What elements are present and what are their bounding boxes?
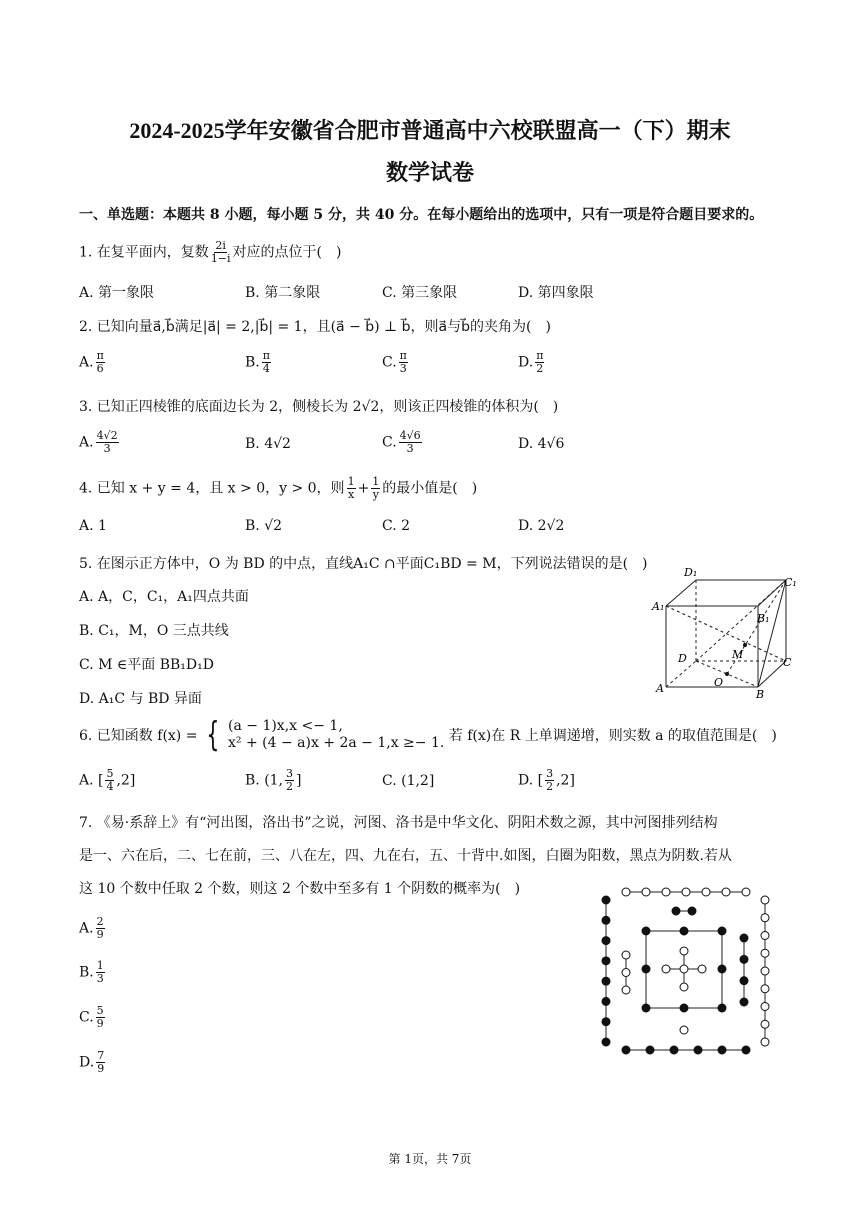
q2-a-label: A. [79, 354, 94, 371]
q5-option-d: D. A₁C 与 BD 异面 [79, 691, 202, 707]
question-7-line3: 这 10 个数中任取 2 个数，则这 2 个数中至多有 1 个阴数的概率为( ) [79, 881, 521, 897]
yin-dot-43 [718, 965, 726, 973]
yin-dot-46 [642, 1004, 650, 1012]
q4-plus: + [357, 480, 370, 497]
section-heading: 一、单选题：本题共 8 小题，每小题 5 分，共 40 分。在每小题给出的选项中，只有一项是符合题目要求的。 [79, 207, 764, 223]
yang-dot-29 [761, 932, 769, 940]
q5-option-b: B. C₁，M，O 三点共线 [79, 623, 229, 639]
q4-frac2-den: y [372, 488, 379, 501]
q2-option-c [382, 350, 410, 375]
yang-dot-51 [680, 947, 688, 955]
question-5: 5. 在图示正方体中，O 为 BD 的中点，直线A₁C ∩平面C₁BD = M，下列说法错误的是( ) [79, 556, 648, 572]
q7-d-den: 9 [97, 1062, 105, 1075]
q1-stem-post: 对应的点位于( ) [232, 244, 342, 261]
label-b: B [756, 688, 765, 701]
q6-d-num: 3 [546, 767, 554, 780]
q7-c-den: 9 [96, 1017, 104, 1030]
q7-option-a [79, 916, 107, 941]
q6-a-pre: A. [ [79, 772, 104, 789]
q3-c-label: C. [382, 434, 397, 451]
yin-dot-21 [602, 997, 610, 1005]
yang-dot-2 [662, 888, 670, 896]
q4-stem-pre: 4. 已知 x + y = 4，且 x > 0，y > 0，则 [79, 480, 345, 497]
q7-option-b [79, 960, 107, 985]
page-title: 2024-2025学年安徽省合肥市普通高中六校联盟高一（下）期末 [129, 118, 731, 143]
yang-dot-52 [680, 983, 688, 991]
label-a1: A₁ [652, 600, 665, 613]
yin-dot-10 [646, 1046, 654, 1054]
yang-dot-34 [761, 1020, 769, 1028]
q4-frac1-den: x [347, 488, 355, 501]
yin-dot-20 [602, 977, 610, 985]
q6-piecewise [228, 718, 444, 752]
question-4 [79, 476, 477, 501]
q7-d-label: D. [79, 1054, 95, 1071]
q7-option-d [79, 1050, 107, 1075]
yang-dot-0 [622, 888, 630, 896]
q7-a-label: A. [79, 920, 94, 937]
label-c: C [783, 656, 792, 669]
q2-a-num: π [96, 349, 104, 362]
yang-dot-28 [761, 914, 769, 922]
label-o: O [714, 676, 724, 689]
q1-frac-den: 1−i [210, 252, 231, 265]
point-o [725, 672, 729, 676]
yin-dot-17 [602, 916, 610, 924]
q4-option-b: B. √2 [245, 518, 283, 534]
q7-c-num: 5 [96, 1004, 104, 1017]
q6-a-den: 4 [106, 780, 114, 793]
yin-dot-45 [680, 1004, 688, 1012]
q6-case1: (a − 1)x,x <− 1, [228, 718, 343, 734]
hetu-diagram [596, 880, 781, 1060]
yin-dot-40 [642, 927, 650, 935]
q6-stem-pre: 6. 已知函数 f(x) = [79, 728, 198, 744]
q1-option-b: B. 第二象限 [245, 285, 321, 301]
q6-option-b [245, 768, 301, 793]
q4-option-c: C. 2 [382, 518, 411, 534]
yin-dot-23 [602, 1038, 610, 1046]
q2-a-den: 6 [96, 362, 104, 375]
yin-dot-39 [740, 998, 748, 1006]
yin-dot-13 [718, 1046, 726, 1054]
question-6 [79, 715, 777, 755]
q6-b-den: 2 [286, 780, 294, 793]
q7-b-num: 1 [96, 959, 104, 972]
yin-dot-18 [602, 937, 610, 945]
question-7-line1: 7. 《易·系辞上》有“河出图，洛出书”之说，河图、洛书是中华文化、阴阳术数之源，其中河图排列结构 [79, 815, 718, 831]
q3-a-label: A. [79, 434, 94, 451]
yang-dot-35 [761, 1038, 769, 1046]
yang-dot-33 [761, 1003, 769, 1011]
q4-stem-post: 的最小值是( ) [382, 480, 478, 497]
yang-dot-30 [761, 949, 769, 957]
q7-option-c [79, 1005, 107, 1030]
q3-a-den: 3 [103, 442, 111, 455]
question-1 [79, 240, 341, 265]
q6-stem-post: 若 f(x)在 R 上单调递增，则实数 a 的取值范围是( ) [448, 728, 777, 744]
label-m: M [732, 648, 744, 661]
q6-b-pre: B. (1, [245, 772, 284, 789]
q2-c-label: C. [382, 354, 397, 371]
yin-dot-19 [602, 957, 610, 965]
q4-frac1-num: 1 [347, 475, 355, 488]
yang-dot-50 [698, 965, 706, 973]
q2-c-num: π [399, 349, 407, 362]
q7-d-num: 7 [97, 1049, 105, 1062]
q4-option-d: D. 2√2 [518, 518, 565, 534]
yang-dot-27 [761, 896, 769, 904]
yin-dot-38 [740, 977, 748, 985]
q7-b-den: 3 [96, 972, 104, 985]
q3-option-b: B. 4√2 [245, 436, 291, 452]
q2-c-den: 3 [399, 362, 407, 375]
yin-dot-12 [694, 1046, 702, 1054]
yang-dot-4 [702, 888, 710, 896]
q6-option-a [79, 768, 135, 793]
q3-c-den: 3 [406, 442, 414, 455]
q6-b-post: ] [296, 772, 302, 789]
q6-piecewise-brace: { [206, 715, 220, 755]
yin-dot-8 [688, 907, 696, 915]
question-7-line2: 是一、六在后，二、七在前，三、八在左，四、九在右，五、十背中.如图，白圈为阳数，黑点为阴数.若从 [79, 848, 732, 864]
yang-dot-6 [742, 888, 750, 896]
yang-dot-3 [682, 888, 690, 896]
cube-figure [648, 562, 798, 702]
question-3: 3. 已知正四棱锥的底面边长为 2，侧棱长为 2√2，则该正四棱锥的体积为( ) [79, 399, 559, 415]
page-footer: 第 1页，共 7页 [388, 1152, 472, 1166]
yang-dot-25 [622, 969, 630, 977]
q1-fraction [211, 240, 231, 265]
yang-dot-32 [761, 985, 769, 993]
label-d: D [678, 652, 687, 665]
yin-dot-14 [742, 1046, 750, 1054]
yin-dot-36 [740, 934, 748, 942]
q6-a-post: ,2] [116, 772, 136, 789]
yin-dot-41 [680, 927, 688, 935]
q4-option-a: A. 1 [79, 518, 107, 534]
q7-b-label: B. [79, 964, 94, 981]
q6-option-d [518, 768, 575, 793]
q3-a-num: 4√2 [96, 429, 118, 442]
q2-b-den: 4 [262, 362, 270, 375]
label-c1: C₁ [784, 576, 797, 589]
yang-dot-15 [680, 1026, 688, 1034]
label-a: A [656, 682, 664, 695]
q7-a-den: 9 [96, 928, 104, 941]
yang-dot-5 [722, 888, 730, 896]
diag-b-c1 [758, 580, 786, 687]
q6-d-pre: D. [ [518, 772, 544, 789]
yin-dot-22 [602, 1018, 610, 1026]
yin-dot-9 [622, 1046, 630, 1054]
q7-a-num: 2 [96, 915, 104, 928]
yin-dot-44 [718, 1004, 726, 1012]
q5-option-a: A. A，C，C₁，A₁四点共面 [79, 589, 249, 605]
q1-stem-pre: 1. 在复平面内，复数 [79, 244, 209, 261]
edge-b-c [758, 661, 786, 687]
question-2: 2. 已知向量a⃗,b⃗满足|a⃗| = 2,|b⃗| = 1，且(a⃗ − b⃗) ⊥ b⃗，则a⃗与b⃗的夹角为( ) [79, 319, 551, 335]
q3-option-c [382, 430, 424, 455]
q5-option-c: C. M ∈平面 BB₁D₁D [79, 657, 214, 673]
q2-option-a [79, 350, 107, 375]
yin-dot-42 [718, 927, 726, 935]
yang-dot-1 [642, 888, 650, 896]
q2-b-label: B. [245, 354, 260, 371]
q2-option-d [518, 350, 546, 375]
q3-option-d: D. 4√6 [518, 436, 565, 452]
q1-option-c: C. 第三象限 [382, 285, 458, 301]
q6-b-num: 3 [286, 767, 294, 780]
yang-dot-26 [622, 986, 630, 994]
q2-b-num: π [262, 349, 270, 362]
yang-dot-31 [761, 967, 769, 975]
q6-option-c: C. (1,2] [382, 773, 435, 789]
q2-d-den: 2 [536, 362, 544, 375]
yang-dot-48 [680, 965, 688, 973]
label-b1: B₁ [757, 612, 770, 625]
q6-d-den: 2 [546, 780, 554, 793]
label-d1: D₁ [684, 566, 698, 579]
q3-c-num: 4√6 [399, 429, 421, 442]
q6-a-num: 5 [106, 767, 114, 780]
q3-option-a [79, 430, 121, 455]
q1-frac-num: 2i [215, 239, 226, 252]
page-subtitle: 数学试卷 [385, 160, 474, 185]
yin-dot-47 [642, 965, 650, 973]
yang-dot-24 [622, 951, 630, 959]
q7-c-label: C. [79, 1009, 94, 1026]
q4-frac2-num: 1 [372, 475, 380, 488]
yin-dot-11 [670, 1046, 678, 1054]
yin-dot-16 [602, 896, 610, 904]
q1-option-a: A. 第一象限 [79, 285, 155, 301]
q1-option-d: D. 第四象限 [518, 285, 594, 301]
q2-option-b [245, 350, 273, 375]
q6-d-post: ,2] [556, 772, 575, 789]
yang-dot-49 [662, 965, 670, 973]
point-m [743, 643, 747, 647]
q2-d-label: D. [518, 354, 534, 371]
yin-dot-37 [740, 955, 748, 963]
q6-case2: x² + (4 − a)x + 2a − 1,x ≥− 1. [228, 735, 445, 751]
q2-d-num: π [536, 349, 544, 362]
edge-a1-d1 [666, 580, 696, 606]
yin-dot-7 [672, 907, 680, 915]
